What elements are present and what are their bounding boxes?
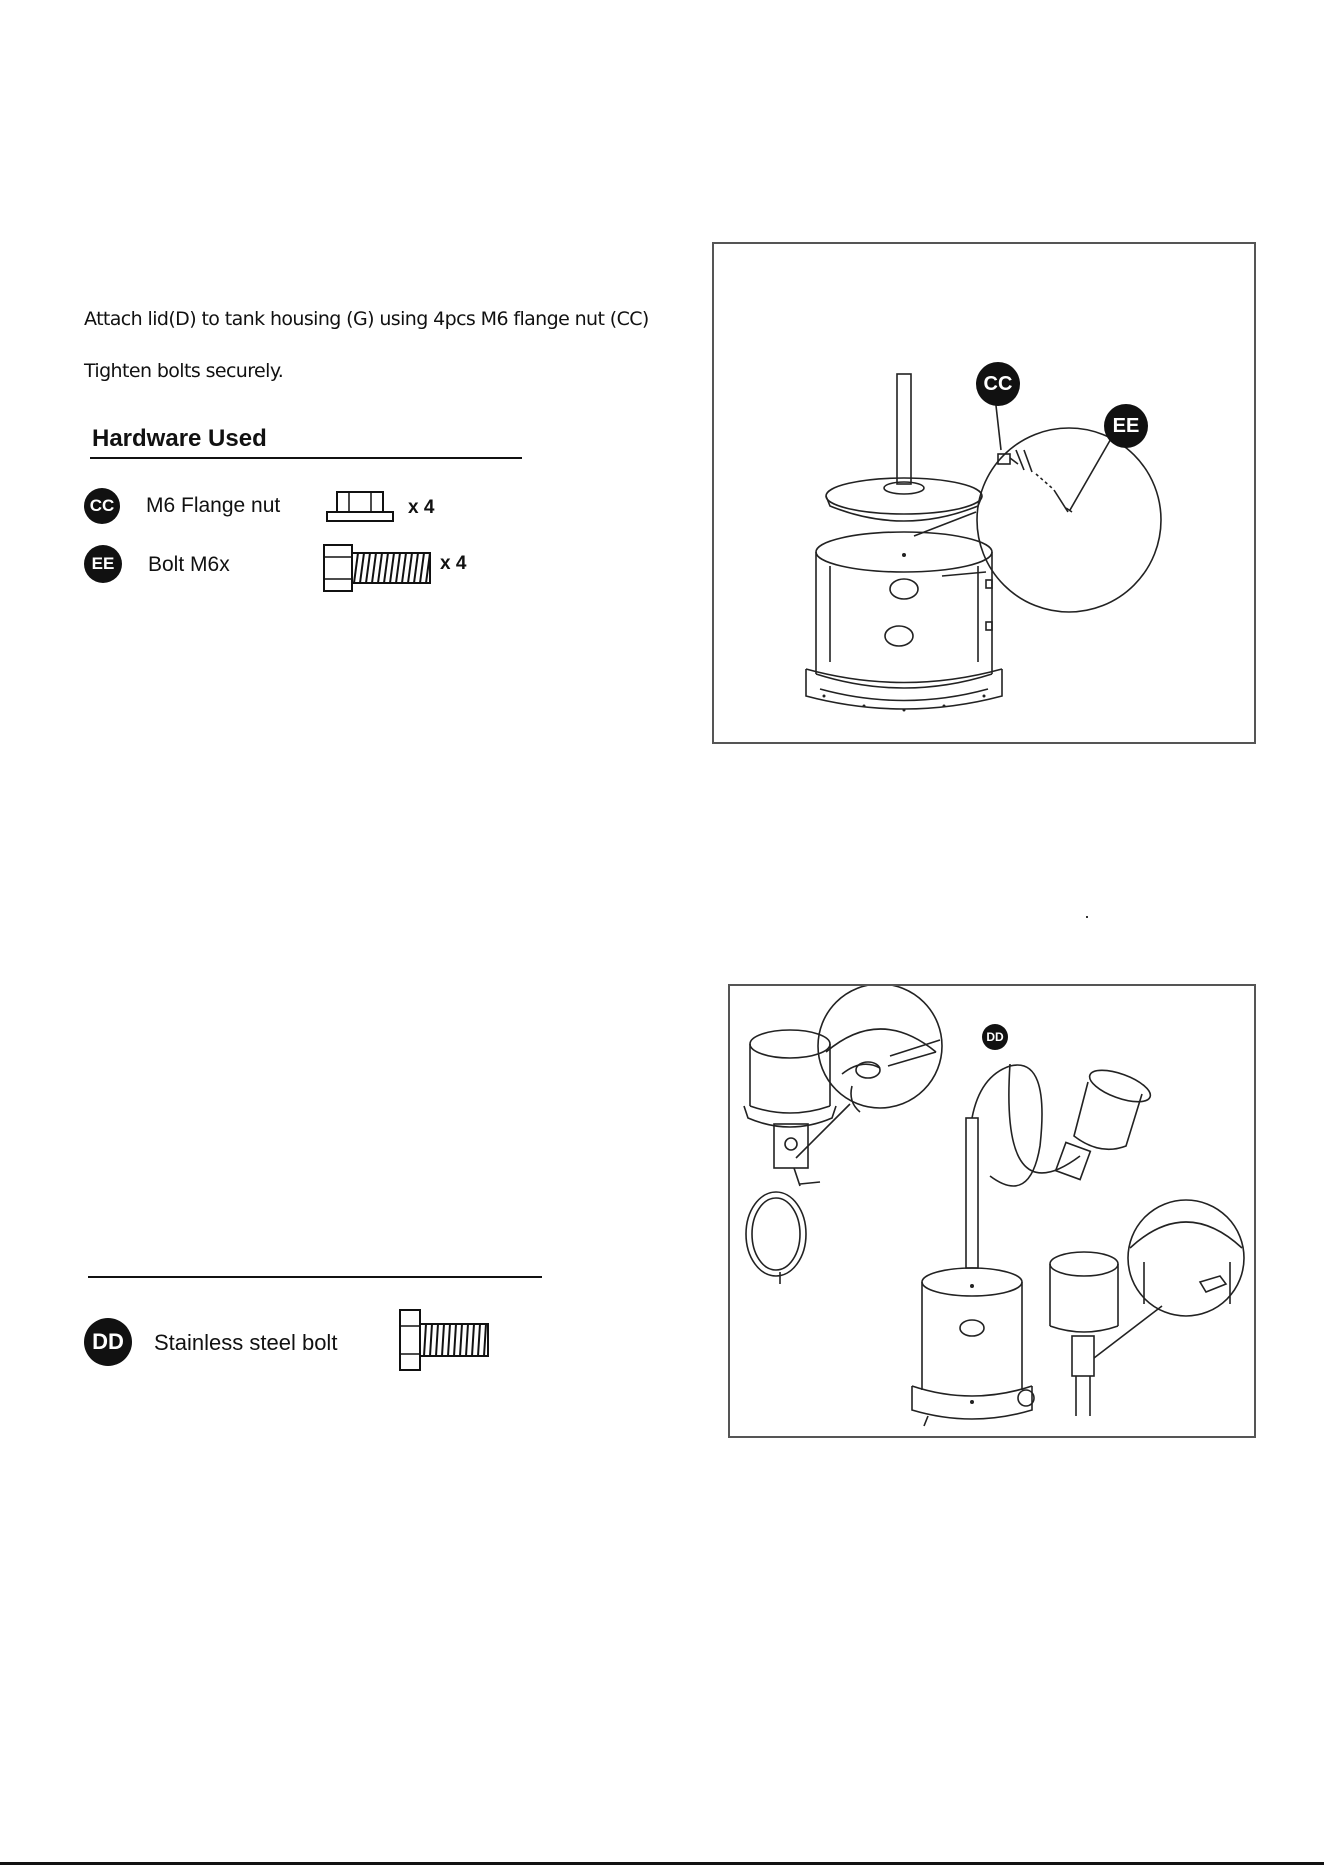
hardware-badge-dd: DD: [84, 1318, 132, 1366]
stainless-bolt-icon: [398, 1308, 492, 1372]
step1-assembly-figure: [712, 242, 1256, 744]
step2-assembly-figure: [728, 984, 1256, 1438]
callout-badge-cc: CC: [976, 362, 1020, 406]
step1-instruction-line1: Attach lid(D) to tank housing (G) using 4pcs M6 flange nut (CC): [84, 308, 649, 330]
hardware-label-ee: Bolt M6x: [148, 553, 230, 576]
hardware-badge-ee: EE: [84, 545, 122, 583]
hardware-used-heading: Hardware Used: [92, 425, 267, 452]
hardware-qty-cc: x 4: [408, 497, 435, 518]
burner-assembly-illustration: [730, 986, 1254, 1436]
step1-instruction-line2: Tighten bolts securely.: [84, 360, 284, 382]
flange-nut-icon: [325, 490, 395, 524]
bolt-icon: [322, 543, 434, 593]
step2-hardware-rule: [88, 1276, 542, 1278]
hardware-qty-ee: x 4: [440, 553, 467, 574]
stray-dot: [1086, 916, 1088, 918]
hardware-badge-cc: CC: [84, 488, 120, 524]
hardware-heading-rule: [90, 457, 522, 459]
lid-assembly-illustration: [714, 244, 1254, 742]
callout-badge-ee: EE: [1104, 404, 1148, 448]
hardware-label-cc: M6 Flange nut: [146, 494, 281, 517]
page-bottom-rule: [0, 1862, 1324, 1865]
callout-badge-dd: DD: [982, 1024, 1008, 1050]
hardware-label-dd: Stainless steel bolt: [154, 1330, 338, 1355]
